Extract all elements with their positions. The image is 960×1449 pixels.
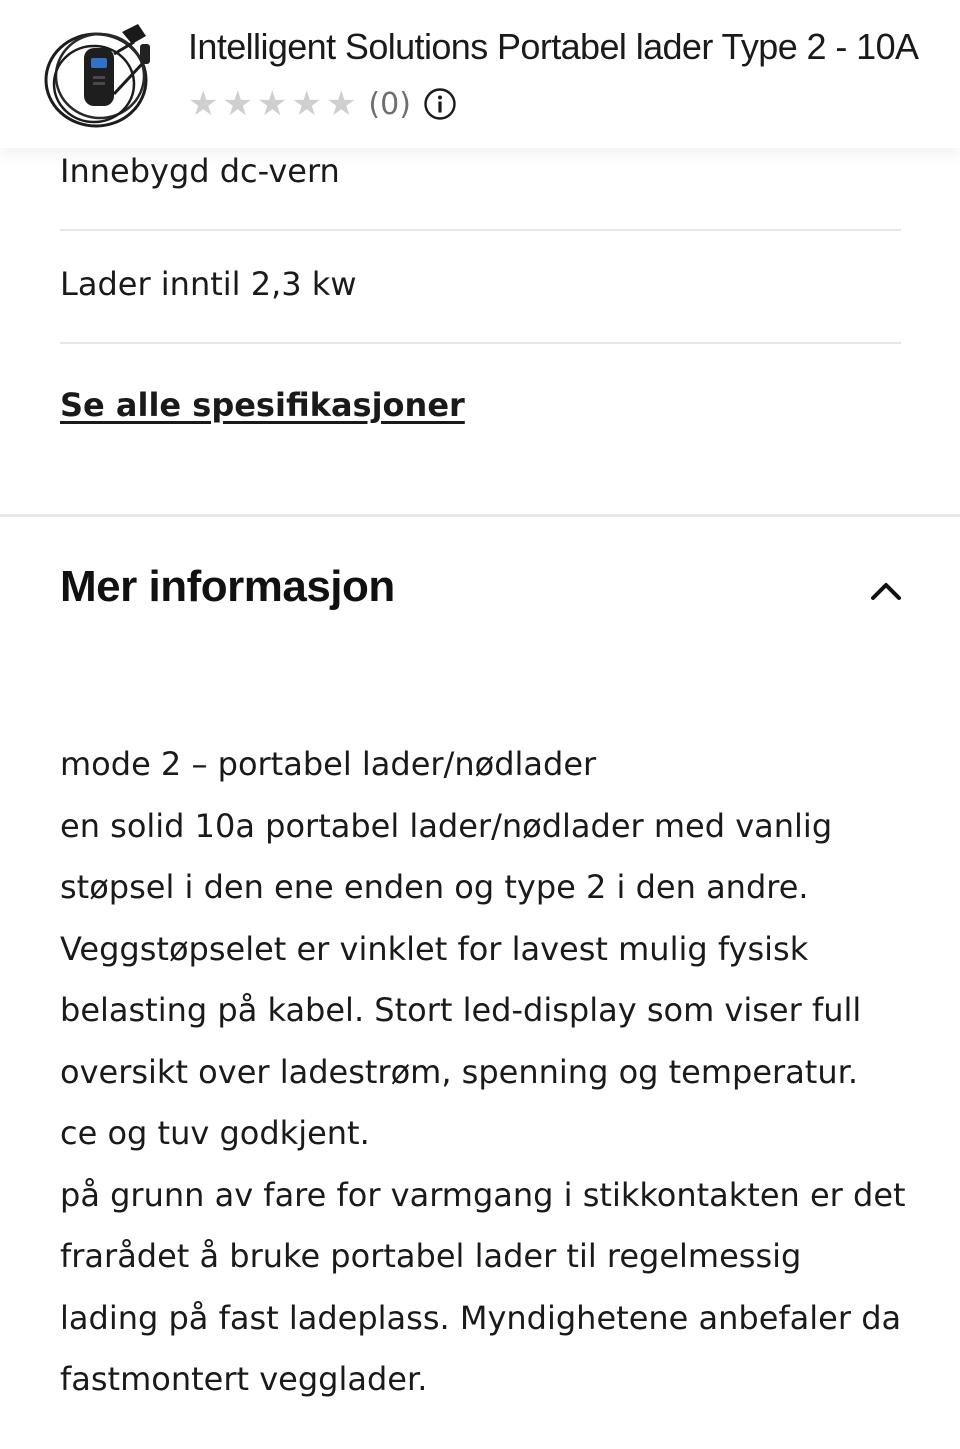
description-line: Veggstøpselet er vinklet for lavest mulig fysisk [60,929,809,968]
rating-stars [188,84,357,124]
description-line: på grunn av fare for varmgang i stikkontakten er det [60,1175,906,1214]
more-info-accordion-header[interactable] [0,540,960,640]
star-icon: ★ [325,84,357,124]
description-line: frarådet å bruke portabel lader til regelmessig [60,1237,802,1275]
spec-row-dc-protection: Innebygd dc-vern [60,152,340,190]
description-line: mode 2 – portabel lader/nødlader [60,745,597,783]
spec-divider [60,229,901,231]
description-line: fastmontert vegglader. [60,1360,428,1398]
more-info-description [60,734,910,1411]
product-title: Intelligent Solutions Portabel lader Type 2 - 10A [188,26,919,67]
see-all-specifications-link[interactable]: Se alle spesifikasjoner [60,386,465,424]
more-info-title: Mer informasjon [60,562,395,611]
ev-charger-cable-icon [38,14,158,134]
description-line: en solid 10a portabel lader/nødlader med vanlig [60,806,833,845]
star-icon: ★ [222,84,253,124]
description-line: belasting på kabel. Stort led-display som viser full [60,991,862,1029]
star-icon: ★ [256,84,288,124]
description-line: ce og tuv godkjent. [60,1114,370,1152]
chevron-up-icon[interactable] [868,576,904,606]
description-line: oversikt over ladestrøm, spenning og temperatur. [60,1052,859,1091]
product-rating[interactable] [188,84,457,124]
description-line: lading på fast ladeplass. Myndighetene anbefaler da [60,1298,902,1337]
section-divider [0,514,960,517]
info-icon[interactable] [423,87,457,121]
star-icon: ★ [188,84,219,124]
sticky-product-header [0,0,960,148]
star-icon: ★ [291,84,322,124]
spec-divider [60,342,901,344]
review-count: (0) [368,86,411,122]
spec-row-charging-power: Lader inntil 2,3 kw [60,265,357,303]
description-line: støpsel i den ene enden og type 2 i den andre. [60,868,809,906]
